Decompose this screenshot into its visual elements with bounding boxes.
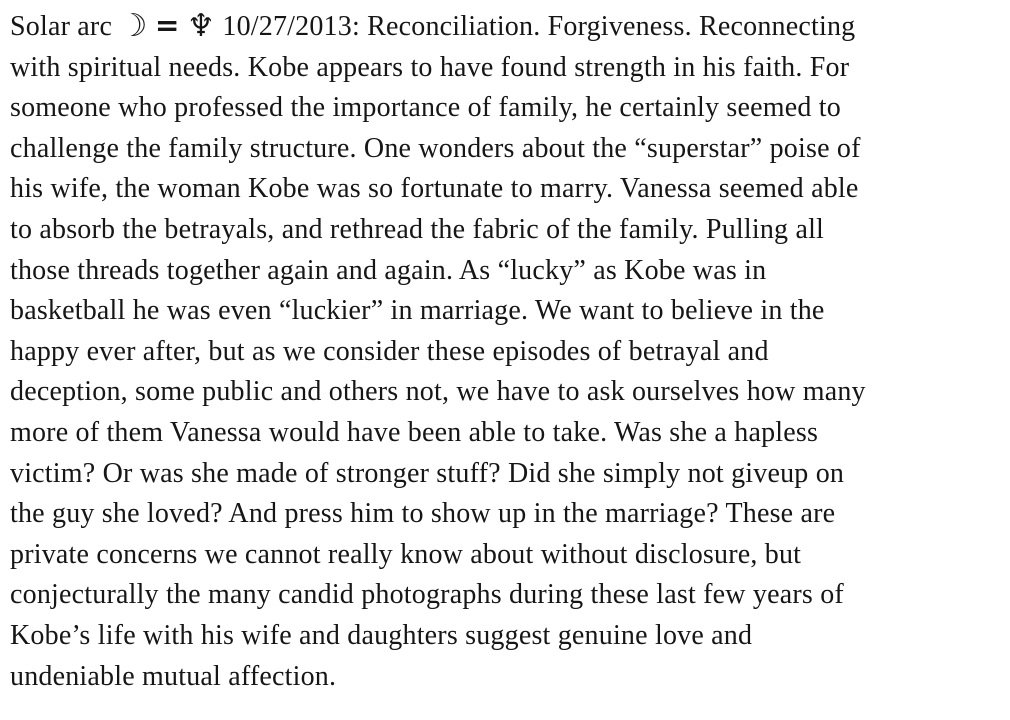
paragraph: [10, 7, 1000, 697]
text-line: the guy she loved? And press him to show up in the marriage? These are: [10, 498, 836, 530]
text-line: happy ever after, but as we consider these episodes of betrayal and: [10, 335, 769, 367]
text-line: challenge the family structure. One wonders about the “superstar” poise of: [10, 132, 861, 164]
text-line: deception, some public and others not, we have to ask ourselves how many: [10, 376, 866, 408]
line1-prefix: Solar arc: [10, 11, 113, 42]
text-line: conjecturally the many candid photographs during these last few years of: [10, 579, 844, 611]
text-line: someone who professed the importance of family, he certainly seemed to: [10, 92, 841, 124]
neptune-icon: ♆: [186, 8, 216, 44]
text-line: more of them Vanessa would have been able to take. Was she a hapless: [10, 416, 819, 448]
text-line: his wife, the woman Kobe was so fortunate to marry. Vanessa seemed able: [10, 173, 859, 205]
equals-sign: =: [154, 8, 180, 42]
text-line: victim? Or was she made of stronger stuff? Did she simply not giveup on: [10, 457, 845, 489]
text-line: [10, 7, 1000, 48]
text-line: Kobe’s life with his wife and daughters suggest genuine love and: [10, 619, 753, 651]
text-line: private concerns we cannot really know about without disclosure, but: [10, 538, 802, 570]
text-line: with spiritual needs. Kobe appears to have found strength in his faith. For: [10, 51, 850, 83]
line1-suffix: 10/27/2013: Reconciliation. Forgiveness. Reconnecting: [222, 11, 856, 42]
text-line: basketball he was even “luckier” in marriage. We want to believe in the: [10, 295, 825, 327]
text-line: undeniable mutual affection.: [10, 660, 337, 692]
text-line: to absorb the betrayals, and rethread the fabric of the family. Pulling all: [10, 213, 825, 245]
moon-icon: ☽: [119, 8, 148, 44]
text-line: those threads together again and again. As “lucky” as Kobe was in: [10, 254, 767, 286]
